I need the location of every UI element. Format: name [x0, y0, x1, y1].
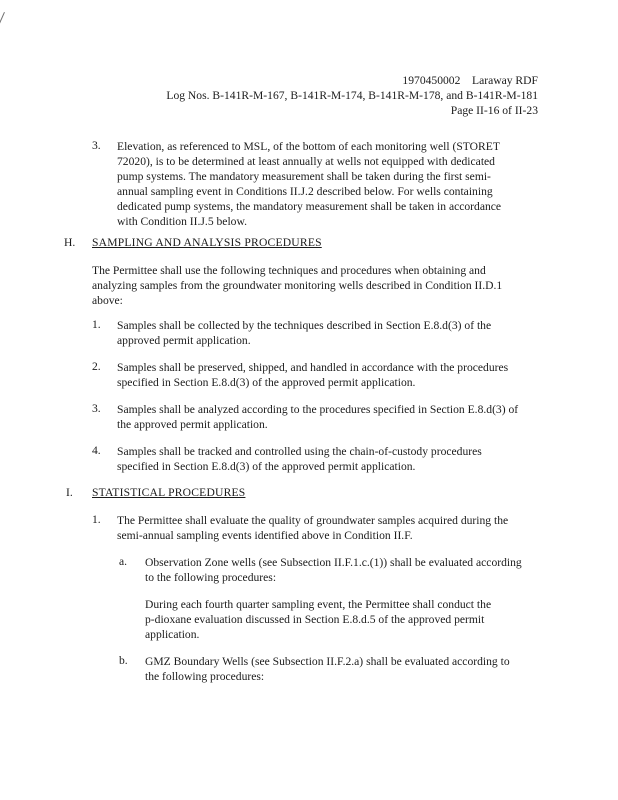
item-3-text [117, 139, 557, 229]
text-line: During each fourth quarter sampling event, the Permittee shall conduct the [145, 598, 492, 611]
i-sub-a-paragraph [145, 597, 565, 642]
text-line: dedicated pump systems, the mandatory measurement shall be taken in accordance [117, 200, 502, 213]
text-line: approved permit application. [117, 334, 251, 347]
header-doc-line [166, 73, 538, 88]
text-line: pump systems. The mandatory measurement shall be taken during the first semi- [117, 170, 491, 183]
text-line: above: [92, 294, 123, 307]
section-h-title: SAMPLING AND ANALYSIS PROCEDURES [92, 236, 322, 249]
i-sub-b-text [145, 654, 565, 684]
section-h-intro [92, 263, 552, 308]
h-item-1-number: 1. [92, 318, 101, 331]
h-item-2-text [117, 360, 557, 390]
section-i-title: STATISTICAL PROCEDURES [92, 486, 246, 499]
text-line: Elevation, as referenced to MSL, of the bottom of each monitoring well (STORET [117, 140, 500, 153]
text-line: to the following procedures: [145, 571, 277, 584]
h-item-3-number: 3. [92, 402, 101, 415]
text-line: the approved permit application. [117, 418, 268, 431]
text-line: specified in Section E.8.d(3) of the approved permit application. [117, 376, 416, 389]
section-i-letter: I. [66, 486, 73, 499]
text-line: The Permittee shall use the following techniques and procedures when obtaining and [92, 264, 486, 277]
text-line: Samples shall be tracked and controlled using the chain-of-custody procedures [117, 445, 482, 458]
h-item-1-text [117, 318, 557, 348]
text-line: semi-annual sampling events identified above in Condition II.F. [117, 529, 413, 542]
text-line: Samples shall be collected by the techniques described in Section E.8.d(3) of the [117, 319, 492, 332]
h-item-4-text [117, 444, 557, 474]
facility-name: Laraway RDF [471, 74, 538, 87]
i-sub-a-letter: a. [119, 555, 128, 568]
section-h-letter: H. [64, 236, 76, 249]
text-line: specified in Section E.8.d(3) of the approved permit application. [117, 460, 416, 473]
scan-artifact-line [0, 12, 5, 45]
h-item-3-text [117, 402, 557, 432]
text-line: annual sampling event in Conditions II.J.2 described below. For wells containing [117, 185, 493, 198]
h-item-4-number: 4. [92, 444, 101, 457]
log-numbers: Log Nos. B-141R-M-167, B-141R-M-174, B-141R-M-178, and B-141R-M-181 [166, 89, 538, 102]
text-line: Samples shall be analyzed according to the procedures specified in Section E.8.d(3) of [117, 403, 519, 416]
text-line: 72020), is to be determined at least annually at wells not equipped with dedicated [117, 155, 495, 168]
text-line: Observation Zone wells (see Subsection II.F.1.c.(1)) shall be evaluated according [145, 556, 522, 569]
i-sub-a-text [145, 555, 565, 585]
text-line: analyzing samples from the groundwater monitoring wells described in Condition II.D.1 [92, 279, 503, 292]
i-item-1-number: 1. [92, 513, 101, 526]
text-line: application. [145, 628, 200, 641]
page-header [166, 73, 538, 118]
h-item-2-number: 2. [92, 360, 101, 373]
item-3-number: 3. [92, 139, 101, 152]
text-line: GMZ Boundary Wells (see Subsection II.F.2.a) shall be evaluated according to [145, 655, 510, 668]
text-line: the following procedures: [145, 670, 265, 683]
i-sub-b-letter: b. [119, 654, 128, 667]
page-number: Page II-16 of II-23 [450, 104, 538, 117]
text-line: Samples shall be preserved, shipped, and handled in accordance with the procedures [117, 361, 509, 374]
doc-id: 1970450002 [402, 74, 461, 87]
i-item-1-text [117, 513, 557, 543]
text-line: The Permittee shall evaluate the quality of groundwater samples acquired during the [117, 514, 509, 527]
text-line: with Condition II.J.5 below. [117, 215, 247, 228]
text-line: p-dioxane evaluation discussed in Section E.8.d.5 of the approved permit [145, 613, 485, 626]
